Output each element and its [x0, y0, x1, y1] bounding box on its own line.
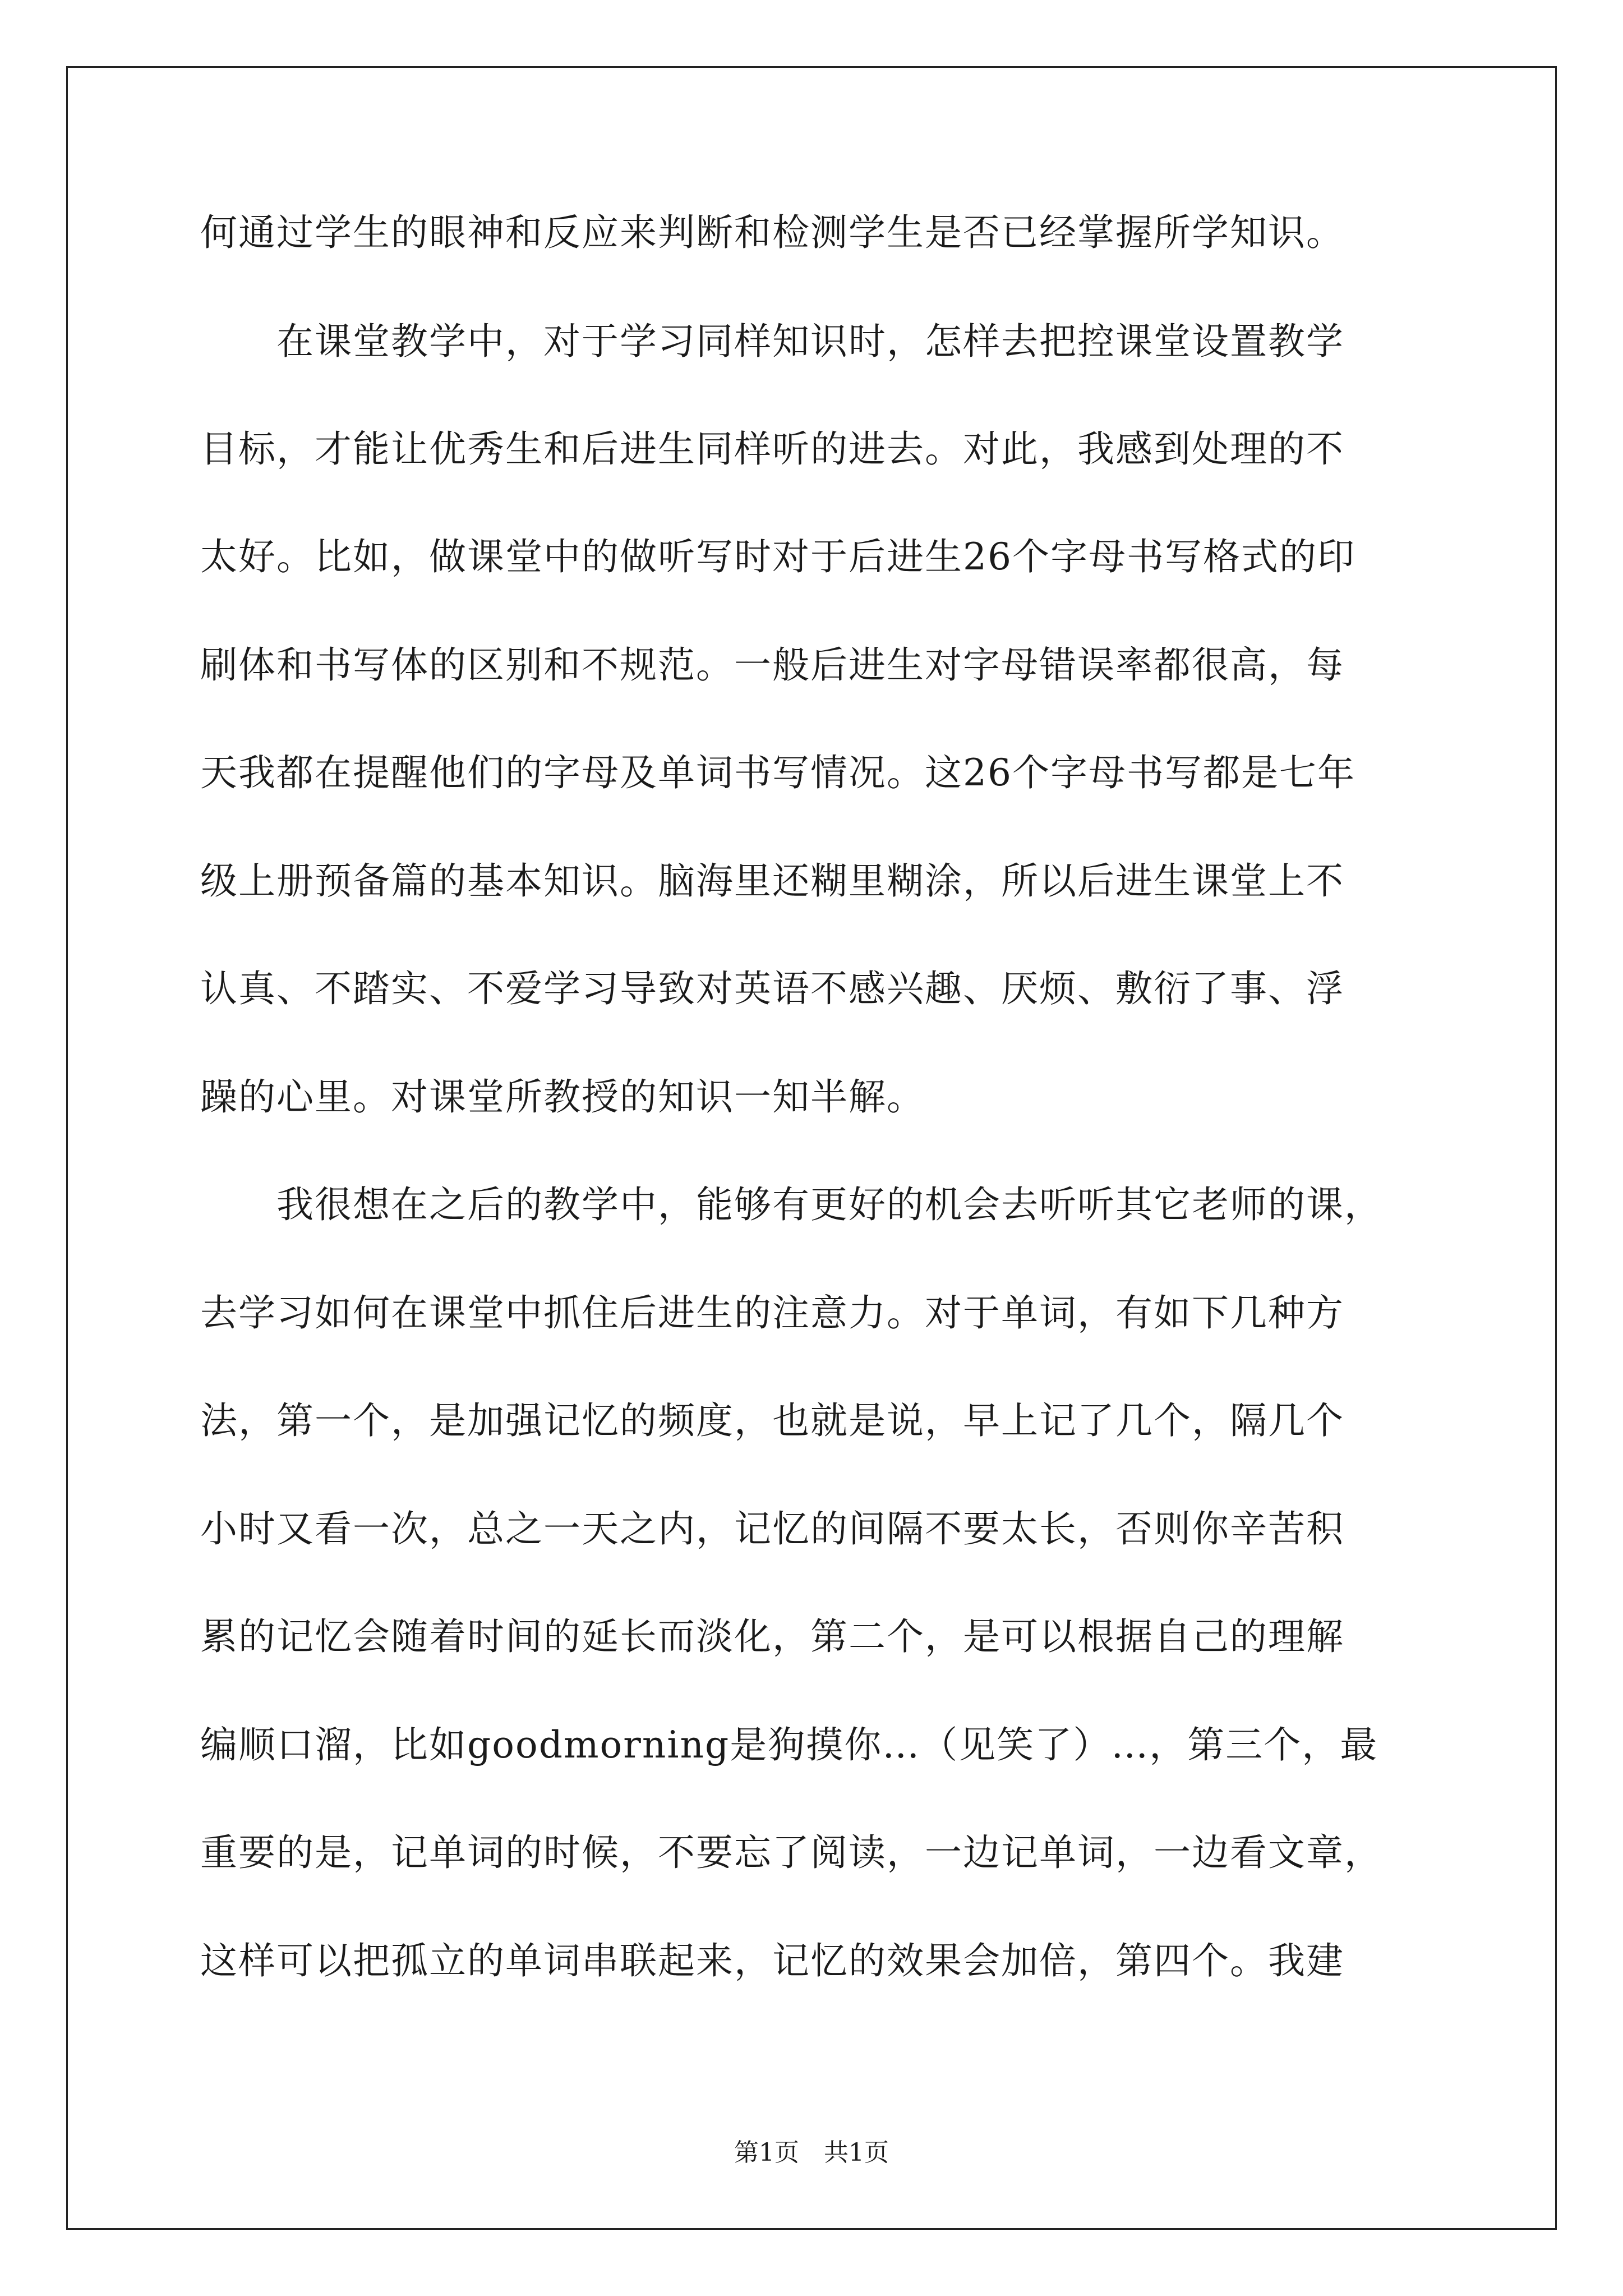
body-text-line: 在课堂教学中，对于学习同样知识时，怎样去把控课堂设置教学: [200, 320, 1344, 363]
body-text-line: 累的记忆会随着时间的延长而淡化，第二个，是可以根据自己的理解: [200, 1615, 1344, 1658]
body-text-line: 重要的是，记单词的时候，不要忘了阅读，一边记单词，一边看文章，: [200, 1831, 1382, 1874]
body-text-line: 这样可以把孤立的单词串联起来，记忆的效果会加倍，第四个。我建: [200, 1939, 1344, 1982]
body-text-line: 天我都在提醒他们的字母及单词书写情况。这26个字母书写都是七年: [200, 751, 1355, 794]
body-text-line: 目标，才能让优秀生和后进生同样听的进去。对此，我感到处理的不: [200, 427, 1344, 471]
body-text-line: 太好。比如，做课堂中的做听写时对于后进生26个字母书写格式的印: [200, 535, 1355, 578]
body-text-line: 去学习如何在课堂中抓住后进生的注意力。对于单词，有如下几种方: [200, 1291, 1344, 1335]
page-border: [66, 66, 1557, 2230]
body-text-line: 编顺口溜，比如goodmorning是狗摸你…（见笑了）…，第三个，最: [200, 1723, 1378, 1766]
body-text-line: 级上册预备篇的基本知识。脑海里还糊里糊涂，所以后进生课堂上不: [200, 859, 1344, 903]
body-text-line: 何通过学生的眼神和反应来判断和检测学生是否已经掌握所学知识。: [200, 211, 1344, 254]
body-text-line: 认真、不踏实、不爱学习导致对英语不感兴趣、厌烦、敷衍了事、浮: [200, 967, 1344, 1010]
body-text-line: 刷体和书写体的区别和不规范。一般后进生对字母错误率都很高，每: [200, 643, 1344, 687]
page-number-footer: 第1页 共1页: [734, 2138, 889, 2167]
body-text-line: 小时又看一次，总之一天之内，记忆的间隔不要太长，否则你辛苦积: [200, 1507, 1344, 1550]
body-text-line: 躁的心里。对课堂所教授的知识一知半解。: [200, 1075, 925, 1119]
body-text-line: 我很想在之后的教学中，能够有更好的机会去听听其它老师的课，: [200, 1183, 1382, 1226]
body-text-line: 法，第一个，是加强记忆的频度，也就是说，早上记了几个，隔几个: [200, 1399, 1344, 1442]
